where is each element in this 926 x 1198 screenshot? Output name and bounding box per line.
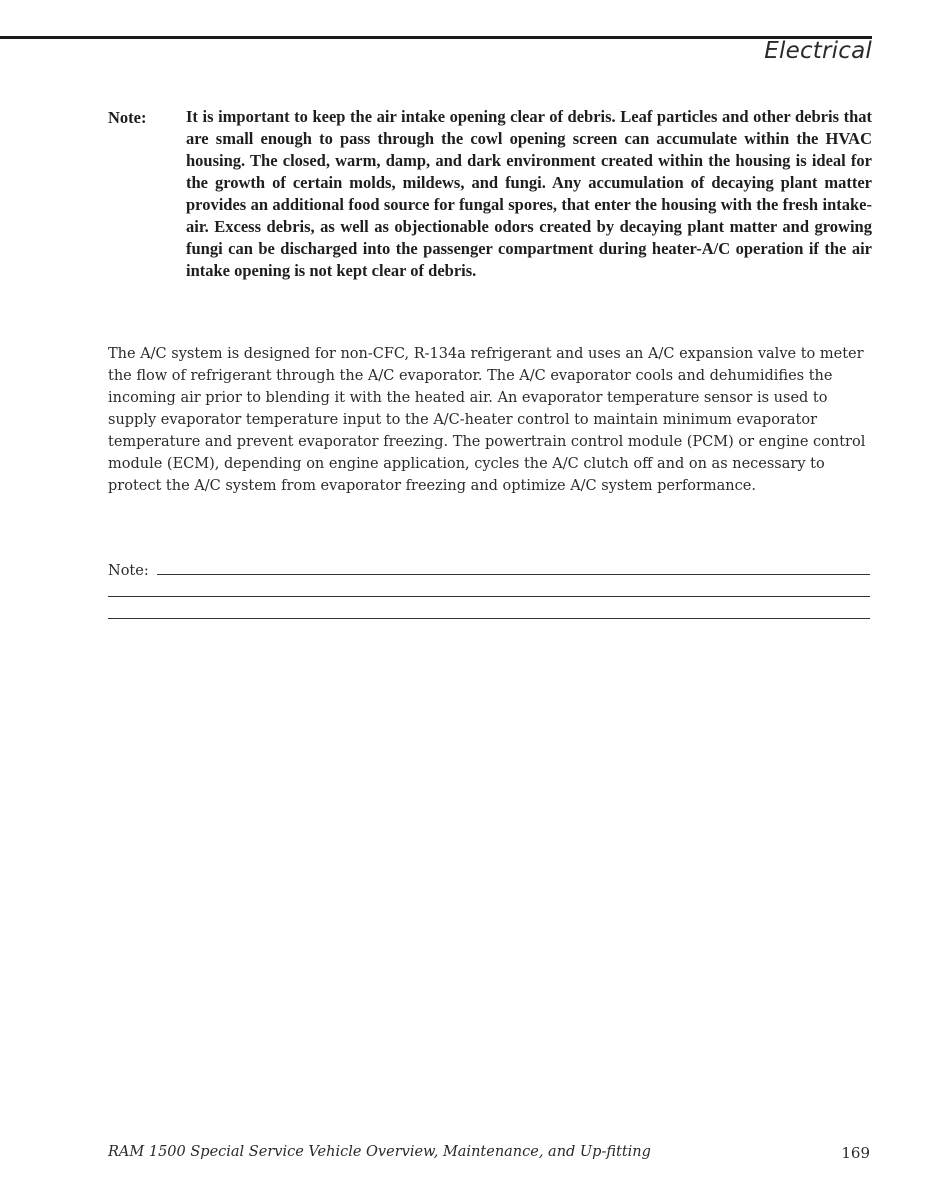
notes-area xyxy=(108,557,870,623)
footer-title: RAM 1500 Special Service Vehicle Overview, Maintenance, and Up-fitting xyxy=(108,1144,651,1160)
notes-first-row xyxy=(108,557,870,579)
body-paragraph: The A/C system is designed for non-CFC, R-134a refrigerant and uses an A/C expansion valve to meter the flow of refrigerant through the A/C evaporator. The A/C evaporator cools and dehumidifies the incoming air prior to blending it with the heated air. An evaporator temperature sensor is used to supply evaporator temperature input to the A/C-heater control to maintain minimum evaporator temperature and prevent evaporator freezing. The powertrain control module (PCM) or engine control module (ECM), depending on engine application, cycles the A/C clutch off and on as necessary to protect the A/C system from evaporator freezing and optimize A/C system performance. xyxy=(108,346,866,494)
notes-write-line xyxy=(108,604,870,619)
note-text: It is important to keep the air intake opening clear of debris. Leaf particles and other debris that are small enough to pass through the cowl opening screen can accumulate within the HVAC housing. The closed, warm, damp, and dark environment created within the housing is ideal for the growth of certain molds, mildews, and fungi. Any accumulation of decaying plant matter provides an additional food source for fungal spores, that enter the housing with the fresh intake-air. Excess debris, as well as objectionable odors created by decaying plant matter and growing fungi can be discharged into the passenger compartment during heater-A/C operation if the air intake opening is not kept clear of debris. xyxy=(186,107,872,280)
notes-second-row xyxy=(108,579,870,601)
note-label: Note: xyxy=(108,108,147,127)
page-number: 169 xyxy=(841,1144,870,1162)
header-rule xyxy=(0,36,872,39)
notes-third-row xyxy=(108,601,870,623)
notes-write-line xyxy=(157,560,870,575)
section-title: Electrical xyxy=(764,38,872,64)
notes-write-line xyxy=(108,582,870,597)
notes-label: Note: xyxy=(108,563,149,579)
